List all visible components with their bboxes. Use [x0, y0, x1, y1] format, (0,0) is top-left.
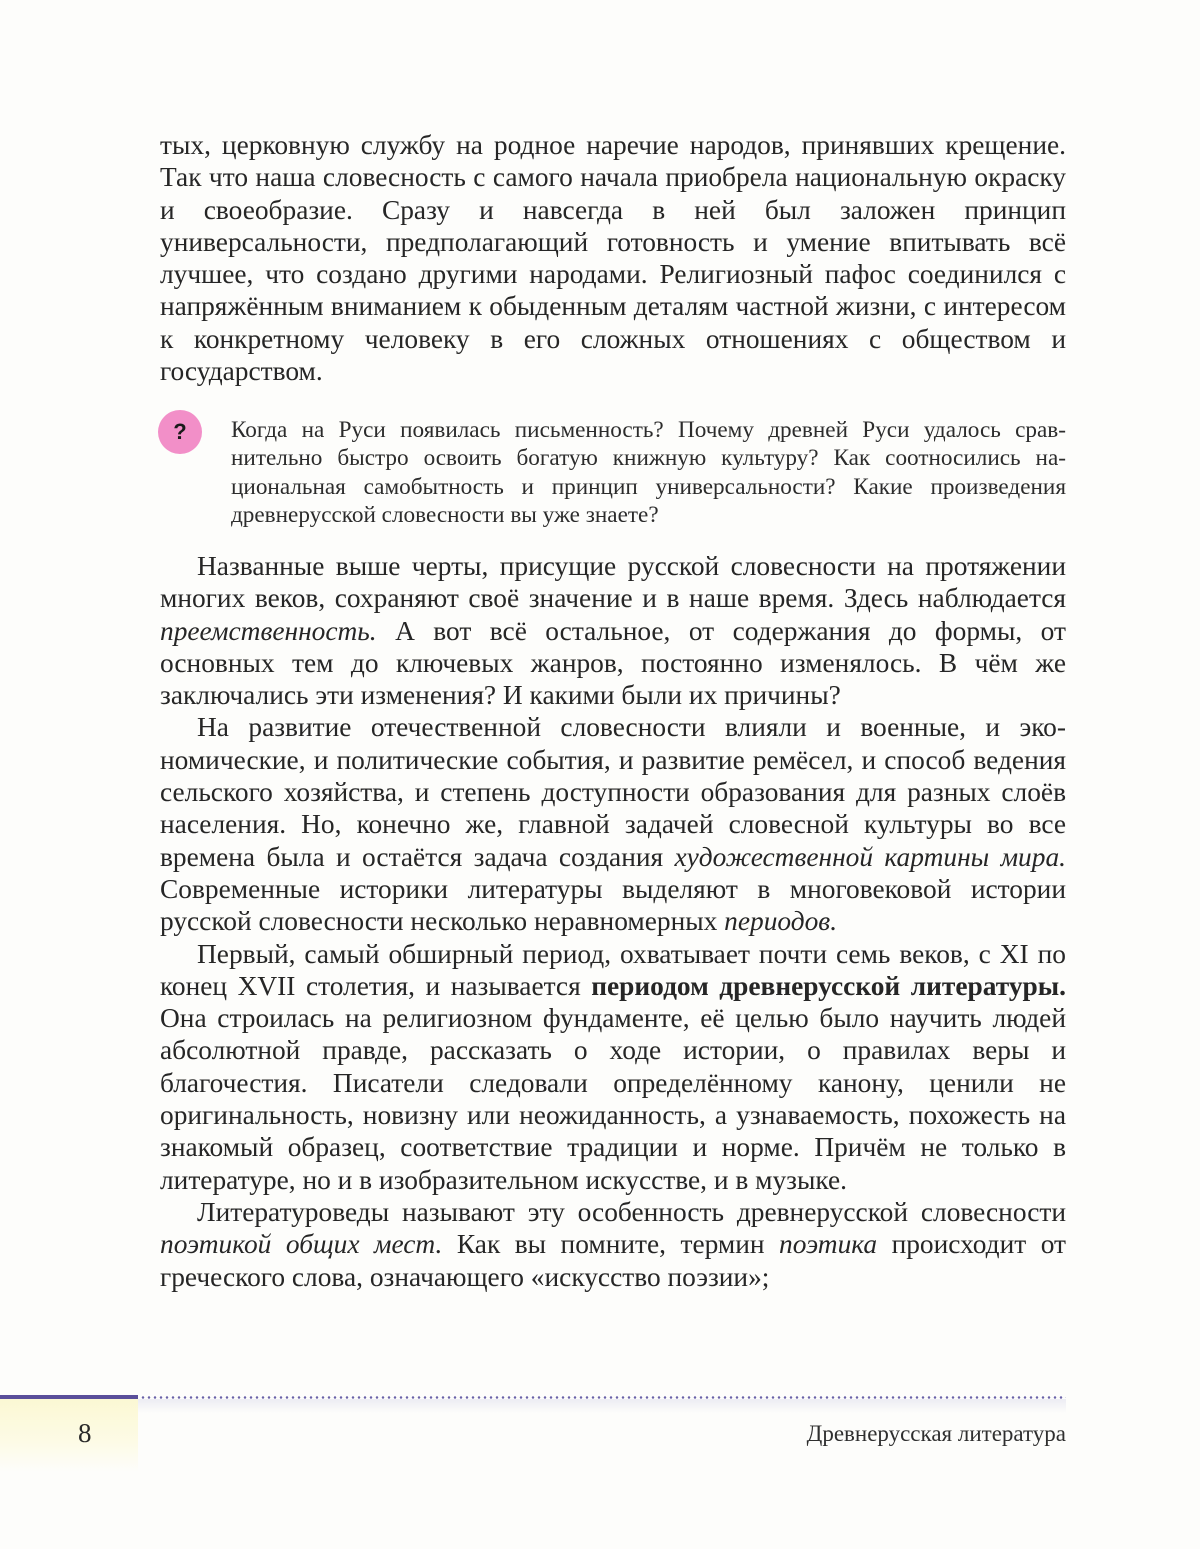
bold-term: периодом древнерусской литературы. — [591, 970, 1066, 1001]
intro-paragraph: тых, церковную службу на родное наречие народов, принявших крещение. Так что наша словесность с самого начала приобрела национальную окраску и своеобразие. Сразу и навсегда в ней был заложен принцип универсальности, предполагающий готовность и умение впитывать всё лучшее, что создано другими народами. Религиозный пафос соединился с напряжённым вниманием к обыденным деталям частной жизни, с интересом к конкретному человеку в его сложных отношениях с обществом и государством. — [160, 130, 1066, 387]
review-questions — [231, 416, 1066, 529]
italic-term: преемственность. — [160, 615, 377, 646]
italic-term: художественной картины мира. — [674, 841, 1066, 872]
italic-term: периодов. — [724, 906, 838, 937]
intro-text — [160, 129, 1066, 387]
page-number: 8 — [78, 1418, 92, 1448]
question-mark-icon — [158, 410, 202, 454]
paragraph-text: Она строилась на религиозном фундаменте, её целью было научить людей абсолютной правде, рассказать о ходе истории, о правилах веры и благочестия. Писатели следовали определённому канону, ценили не оригинальность, новизну или неожиданность, а узнаваемость, похожесть на знакомый образец, соответствие традиции и норме. Причём не только в литературе, но и в изобразительном искусстве, и в музыке. — [160, 1003, 1066, 1195]
italic-term: поэтика — [779, 1229, 878, 1260]
paragraph-text: На развитие отечественной словесности влияли и военные, и экономические, и политические события, и развитие ремёсел, и способ ведения сельского хозяйства, и степень доступности образования для разных слоёв населения. Но, конечно же, главной задачей словесной культуры во все времена была и остаётся задача создания — [160, 712, 1066, 872]
paragraph-first-period — [160, 938, 1066, 1196]
paragraph-influences — [160, 711, 1066, 937]
paragraph-text: Современные историки литературы выделяют в многовековой истории русской словесности несколько неравномерных — [160, 873, 1066, 937]
footer-shade — [138, 1399, 1066, 1413]
question-mark-symbol: ? — [173, 419, 187, 444]
paragraph-poetics — [160, 1196, 1066, 1293]
paragraph-text: Первый, самый обширный период, охватывает почти семь веков, с XI по конец XVII столетия, и называется — [160, 938, 1066, 1001]
footer-page-band — [0, 1398, 138, 1472]
running-head: Древнерусская литература — [806, 1421, 1066, 1446]
paragraph-continuity — [160, 550, 1066, 711]
paragraph-text: Литературоведы называют эту особенность древнерусской словесности — [197, 1196, 1066, 1227]
paragraph-text: А вот всё остальное, от содержания до формы, от основных тем до ключевых жанров, постоянно изменялось. В чём же заключались эти изменения? И какими были их причины? — [160, 615, 1066, 711]
footer-rule-solid — [0, 1395, 138, 1399]
paragraph-text: Как вы помните, термин — [442, 1229, 780, 1260]
main-text — [160, 550, 1066, 1293]
paragraph-text: происходит от греческого слова, означающего «искусство поэзии»; — [160, 1229, 1066, 1292]
paragraph-text: Названные выше черты, присущие русской словесности на протяжении многих веков, сохраняют своё значение и в наше время. Здесь наблюдается — [160, 551, 1066, 614]
italic-term: поэтикой общих мест. — [160, 1229, 443, 1260]
questions-text: Когда на Руси появилась письменность? Почему древней Руси удалось сравнительно быстро освоить богатую книжную культуру? Как соотносились национальная самобытность и принцип универсальности? Какие произведения древнерусской словесности вы уже знаете? — [231, 417, 1066, 528]
